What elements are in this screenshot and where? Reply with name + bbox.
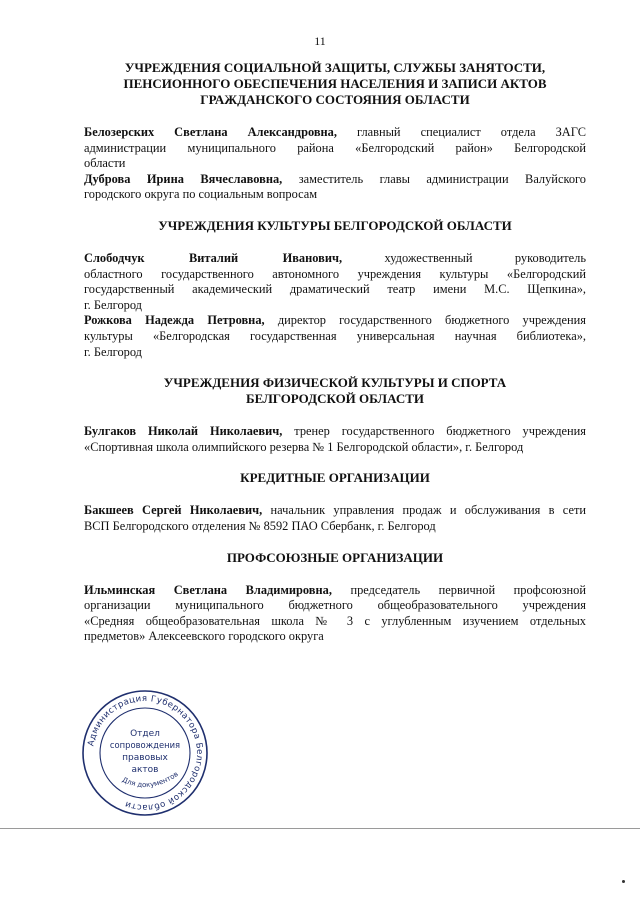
person-entry: Дуброва Ирина Вячеславовна, заместитель главы администрации Валуйского городского округа по социальным вопросам — [84, 171, 586, 202]
document-body — [84, 60, 586, 645]
person-name: Белозерских Светлана Александровна, — [84, 125, 337, 139]
official-stamp — [80, 688, 210, 818]
person-name: Дуброва Ирина Вячеславовна, — [84, 171, 283, 186]
stamp-ring-text: Администрация Губернатора Белгородской области — [86, 693, 205, 813]
person-name: Рожкова Надежда Петровна, — [84, 313, 265, 328]
person-entry: Белозерских Светлана Александровна, главный специалист отдела ЗАГС администрации муниципального района «Белгородский район» Белгородской области — [84, 125, 586, 171]
stamp-line: сопровождения — [109, 740, 181, 750]
person-name: Булгаков Николай Николаевич, — [84, 424, 283, 439]
person-entry: Рожкова Надежда Петровна, директор государственного бюджетного учреждения культуры «Белгородская государственная универсальная научная библиотека», г. Белгород — [84, 313, 587, 359]
section-trade-unions — [84, 550, 586, 645]
stamp-bottom-text: Для документов — [120, 770, 180, 790]
person-entry: Слободчук Виталий Иванович, художественный руководитель областного государственного автономного учреждения культуры «Белгородский государственный академический драматический театр имени М.С. Щепкина», г. Белгород — [84, 250, 586, 312]
section-heading: КРЕДИТНЫЕ ОРГАНИЗАЦИИ — [240, 470, 430, 486]
bottom-divider — [0, 828, 640, 829]
section-credit — [84, 470, 586, 534]
section-sports — [84, 375, 586, 455]
stamp-line: Отдел — [130, 729, 160, 739]
section-heading: ПРОФСОЮЗНЫЕ ОРГАНИЗАЦИИ — [226, 549, 444, 565]
section-social-protection — [84, 60, 586, 203]
stamp-seal-icon — [80, 688, 210, 818]
page-number: 11 — [314, 34, 326, 48]
section-culture — [84, 218, 586, 360]
person-entry: Булгаков Николай Николаевич, тренер государственного бюджетного учреждения «Спортивная школа олимпийского резерва № 1 Белгородской области», г. Белгород — [84, 424, 586, 454]
person-name: Бакшеев Сергей Николаевич, — [84, 503, 263, 518]
stamp-line: актов — [131, 765, 159, 775]
person-entry: Бакшеев Сергей Николаевич, начальник управления продаж и обслуживания в сети ВСП Белгородского отделения № 8592 ПАО Сбербанк, г. Белгород — [84, 503, 587, 533]
section-heading: УЧРЕЖДЕНИЯ КУЛЬТУРЫ БЕЛГОРОДСКОЙ ОБЛАСТИ — [158, 217, 512, 233]
person-name: Ильминская Светлана Владимировна, — [84, 582, 332, 597]
person-entry: Ильминская Светлана Владимировна, председатель первичной профсоюзной организации муниципального бюджетного общеобразовательного учреждения «Средняя общеобразовательная школа № 3 с углубленным изучением отдельных предметов» Алексеевского городского округа — [84, 582, 587, 644]
scan-speck — [622, 880, 625, 883]
person-name: Слободчук Виталий Иванович, — [84, 250, 343, 265]
section-heading: УЧРЕЖДЕНИЯ ФИЗИЧЕСКОЙ КУЛЬТУРЫ И СПОРТА БЕЛГОРОДСКОЙ ОБЛАСТИ — [163, 375, 507, 407]
stamp-line: правовых — [122, 753, 168, 763]
section-heading: УЧРЕЖДЕНИЯ СОЦИАЛЬНОЙ ЗАЩИТЫ, СЛУЖБЫ ЗАНЯТОСТИ, ПЕНСИОННОГО ОБЕСПЕЧЕНИЯ НАСЕЛЕНИЯ И ЗАПИСИ АКТОВ ГРАЖДАНСКОГО СОСТОЯНИЯ ОБЛАСТИ — [123, 60, 547, 107]
